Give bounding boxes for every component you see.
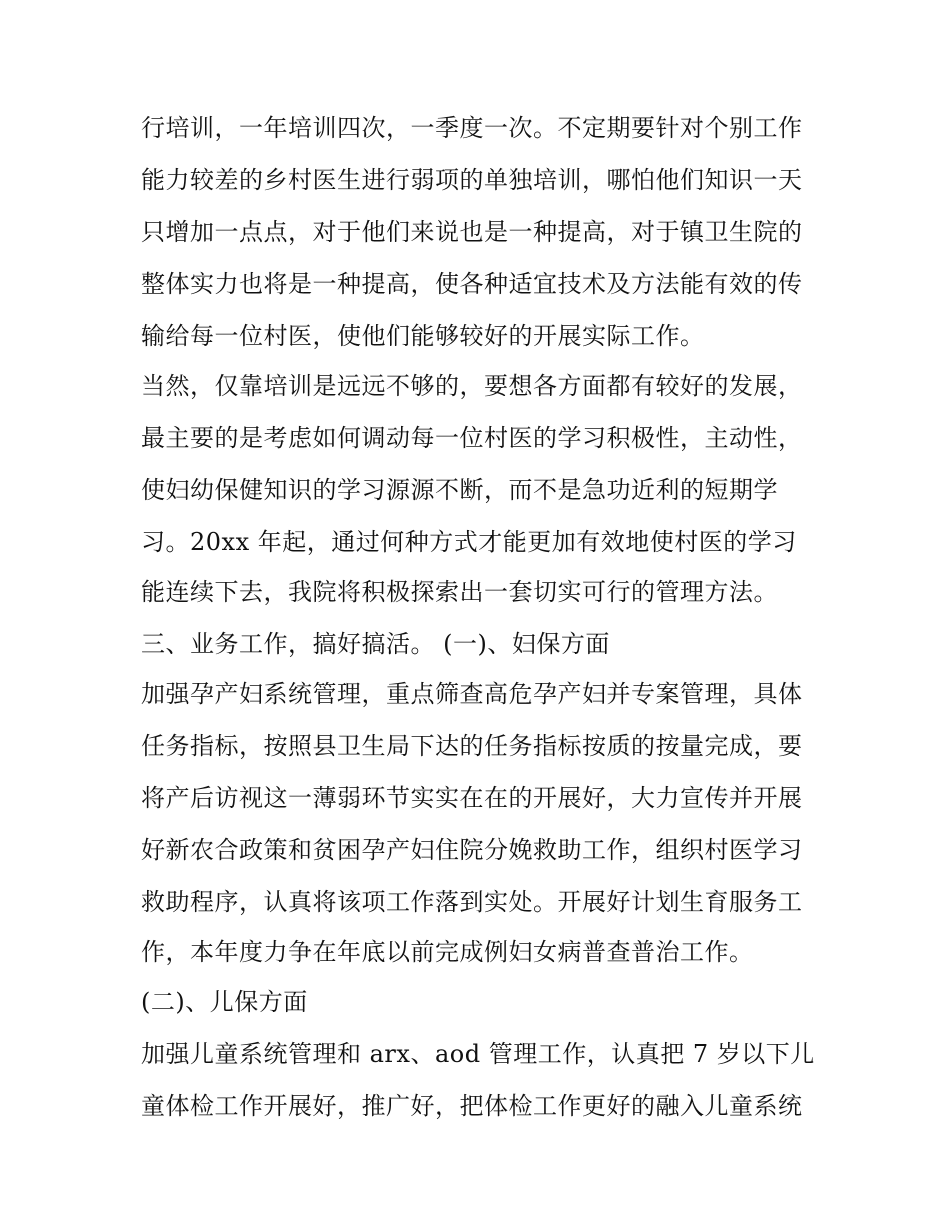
text-line: 加强孕产妇系统管理，重点筛查高危孕产妇并专案管理，具体 (141, 680, 803, 708)
text-line: 输给每一位村医，使他们能够较好的开展实际工作。 (141, 322, 705, 350)
text-line: 救助程序，认真将该项工作落到实处。开展好计划生育服务工 (141, 888, 803, 916)
text-line: 将产后访视这一薄弱环节实实在在的开展好，大力宣传并开展 (141, 784, 803, 812)
text-line: 童体检工作开展好，推广好，把体检工作更好的融入儿童系统 (141, 1092, 803, 1120)
subsection-heading: (二)、儿保方面 (141, 988, 308, 1016)
text-line: 能连续下去，我院将积极探索出一套切实可行的管理方法。 (141, 578, 778, 606)
text-line: 能力较差的乡村医生进行弱项的单独培训，哪怕他们知识一天 (141, 166, 803, 194)
text-line: 作，本年度力争在年底以前完成例妇女病普查普治工作。 (141, 938, 754, 966)
text-line: 整体实力也将是一种提高，使各种适宜技术及方法能有效的传 (141, 270, 803, 298)
text-line: 只增加一点点，对于他们来说也是一种提高，对于镇卫生院的 (141, 218, 803, 246)
text-line: 当然，仅靠培训是远远不够的，要想各方面都有较好的发展， (141, 372, 803, 400)
text-line: 任务指标，按照县卫生局下达的任务指标按质的按量完成，要 (141, 732, 803, 760)
text-line: 最主要的是考虑如何调动每一位村医的学习积极性，主动性， (141, 424, 803, 452)
text-line: 好新农合政策和贫困孕产妇住院分娩救助工作，组织村医学习 (141, 836, 803, 864)
text-line: 加强儿童系统管理和 arx、aod 管理工作，认真把 7 岁以下儿 (141, 1040, 815, 1068)
text-line: 使妇幼保健知识的学习源源不断，而不是急功近利的短期学 (141, 476, 778, 504)
text-line: 行培训，一年培训四次，一季度一次。不定期要针对个别工作 (141, 114, 803, 142)
section-heading: 三、业务工作，搞好搞活。 (一)、妇保方面 (141, 630, 610, 658)
text-line: 习。20xx 年起，通过何种方式才能更加有效地使村医的学习 (141, 528, 797, 556)
